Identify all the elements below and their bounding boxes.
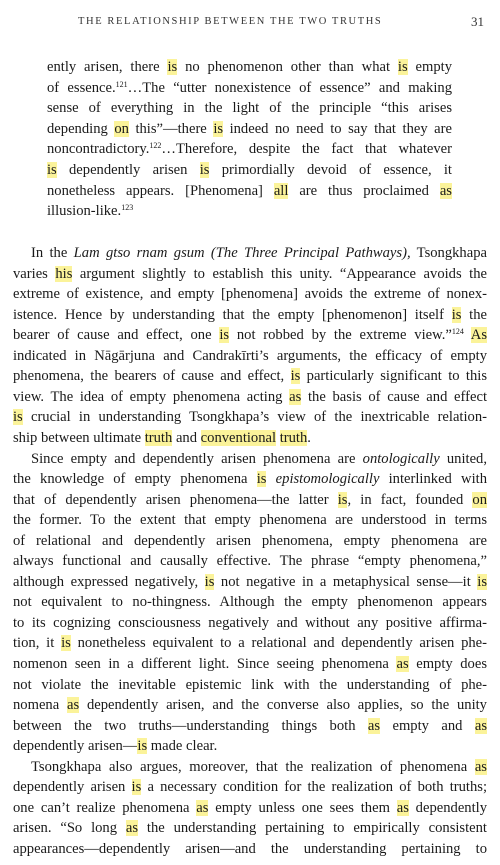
- text-run: a necessary condition for the realization of both truths;: [141, 779, 487, 796]
- highlighted-word: truth: [144, 429, 173, 446]
- text-line: [13, 633, 487, 654]
- text-run: crucial in understanding Tsongkhapa’s view of the inextricable relation-: [22, 409, 487, 426]
- text-run: sense of everything in the light of the principle “this arises: [47, 100, 452, 117]
- text-run: varies: [13, 265, 56, 282]
- text-run: Tsongkhapa: [410, 245, 487, 261]
- highlighted-word: is: [397, 59, 408, 75]
- text-line: [13, 675, 487, 696]
- text-line: [13, 469, 487, 490]
- text-run: dependently: [408, 799, 488, 816]
- text-run: depending: [47, 120, 115, 137]
- text-run: indicated in Nāgārjuna and Candrakīrti’s arguments, the efficacy of empty: [13, 347, 487, 364]
- text-run: of essence.: [47, 79, 116, 96]
- text-line: [13, 305, 487, 326]
- footnote-marker: 122: [149, 141, 162, 151]
- highlighted-word: as: [396, 799, 409, 816]
- footnote-marker: 124: [451, 327, 464, 337]
- text-run: although expressed negatively,: [13, 573, 205, 590]
- highlighted-word: is: [290, 368, 301, 385]
- text-run: this”—there: [128, 120, 214, 137]
- highlighted-word: as: [367, 717, 381, 734]
- highlighted-word: is: [337, 491, 348, 508]
- highlighted-word: his: [55, 265, 73, 282]
- text-line: [13, 757, 487, 778]
- italic-text: ontologically: [362, 450, 440, 467]
- text-line: [47, 119, 452, 140]
- text-run: …Therefore, despite the fact that whatever: [161, 141, 452, 158]
- highlighted-word: is: [451, 306, 462, 323]
- italic-text: Lam gtso rnam gsum (The Three Principal Pathways),: [73, 245, 411, 261]
- text-line: [13, 284, 487, 305]
- text-line: [13, 428, 487, 449]
- text-run: arisen. “So long: [13, 820, 126, 837]
- text-run: indeed no need to say that they are: [223, 120, 452, 137]
- text-line: [13, 716, 487, 737]
- text-run: interlinked with: [379, 471, 487, 488]
- highlighted-word: as: [67, 697, 80, 714]
- highlighted-word: is: [61, 635, 71, 652]
- highlighted-word: as: [474, 758, 487, 775]
- text-run: that of dependently arisen phenomena—the latter: [13, 491, 338, 508]
- text-run: ently arisen, there: [47, 59, 168, 75]
- text-run: appearances—dependently arisen—and the understanding pertaining to: [13, 840, 487, 857]
- text-line: [47, 181, 452, 202]
- highlighted-word: as: [396, 656, 409, 672]
- text-run: In the: [31, 245, 74, 261]
- text-run: illusion-like.: [47, 203, 122, 220]
- text-run: extreme of existence, and empty [phenomena] avoids the extreme of nonex-: [13, 286, 487, 303]
- text-run: dependently arisen, and the converse also applies, so the unity: [79, 697, 487, 714]
- page-number: 31: [471, 14, 484, 29]
- text-run: dependently arisen: [13, 779, 132, 796]
- text-line: [13, 407, 487, 428]
- text-line: [13, 449, 487, 470]
- text-line: [47, 139, 452, 160]
- highlighted-word: is: [199, 162, 210, 178]
- highlighted-word: is: [167, 59, 178, 75]
- text-line: [13, 839, 487, 860]
- text-run: not robbed by the extreme view.”: [229, 327, 452, 344]
- highlighted-word: as: [125, 820, 139, 837]
- text-run: Since empty and dependently arisen phenomena are: [31, 450, 363, 467]
- text-line: [13, 510, 487, 531]
- text-line: [13, 572, 487, 593]
- text-run: the: [461, 306, 487, 323]
- text-run: dependently arisen: [56, 162, 200, 178]
- text-run: nonetheless equivalent to a relational and dependently arisen phe-: [70, 635, 488, 652]
- text-run: view. The idea of empty phenomena acting: [13, 388, 290, 405]
- text-run: tion, it: [13, 635, 62, 652]
- text-line: [13, 592, 487, 613]
- text-run: not violate the inevitable epistemic link with the understanding of phe-: [13, 676, 487, 693]
- text-run: the former. To the extent that empty phenomena are understood in terms: [13, 512, 487, 529]
- text-run: empty does: [408, 656, 488, 672]
- highlighted-word: is: [47, 162, 57, 178]
- text-run: are thus proclaimed: [288, 182, 440, 199]
- text-line: [13, 613, 487, 634]
- text-line: [47, 201, 452, 222]
- text-run: nomenon seen in a different light. Since seeing phenomena: [13, 656, 397, 672]
- text-line: [47, 57, 452, 78]
- italic-text: epistomologically: [275, 471, 380, 488]
- text-run: dependently arisen—: [13, 738, 138, 755]
- text-line: [47, 160, 452, 181]
- text-run: , in fact, founded: [347, 491, 473, 508]
- text-run: istence. Hence by understanding that the empty [phenomenon] itself: [13, 306, 452, 323]
- text-line: [13, 654, 487, 675]
- text-run: primordially devoid of essence, it: [209, 162, 452, 178]
- text-line: [13, 243, 487, 264]
- highlighted-word: on: [472, 491, 487, 508]
- text-run: phenomena, the bearers of cause and effect,: [13, 368, 291, 385]
- text-run: ship between ultimate: [13, 429, 145, 446]
- text-run: nomena: [13, 697, 67, 714]
- text-line: [13, 490, 487, 511]
- text-line: [13, 695, 487, 716]
- text-line: [13, 551, 487, 572]
- footnote-marker: 123: [121, 203, 134, 213]
- highlighted-word: as: [439, 182, 452, 199]
- footnote-marker: 121: [115, 79, 128, 89]
- text-run: not negative in a metaphysical sense—it: [214, 573, 478, 590]
- text-run: nonetheless appears. [Phenomena]: [47, 182, 274, 199]
- highlighted-word: on: [114, 120, 129, 137]
- text-line: [13, 818, 487, 839]
- highlighted-word: is: [219, 327, 230, 344]
- text-run: and: [172, 429, 201, 446]
- highlighted-word: As: [470, 327, 488, 344]
- text-line: [13, 366, 487, 387]
- text-run: Tsongkhapa also argues, moreover, that the realization of phenomena: [31, 758, 475, 775]
- text-run: noncontradictory.: [47, 141, 150, 158]
- highlighted-word: as: [474, 717, 488, 734]
- highlighted-word: is: [131, 779, 142, 796]
- text-run: united,: [439, 450, 488, 467]
- highlighted-word: is: [477, 573, 488, 590]
- text-line: [47, 98, 452, 119]
- text-run: between the two truths—understanding things both: [13, 717, 368, 734]
- text-run: always functional and causally effective. The phrase “empty phenomena,”: [13, 553, 487, 570]
- text-run: not equivalent to no-thingness. Although the empty phenomenon appears: [13, 594, 487, 611]
- text-run: empty: [407, 59, 452, 75]
- text-run: …The “utter nonexistence of essence” and making: [127, 79, 452, 96]
- highlighted-word: is: [213, 120, 224, 137]
- highlighted-word: is: [137, 738, 148, 755]
- highlighted-word: all: [273, 182, 289, 199]
- text-run: no phenomenon other than what: [177, 59, 398, 75]
- highlighted-word: is: [204, 573, 215, 590]
- text-line: [13, 387, 487, 408]
- text-line: [13, 264, 487, 285]
- text-run: particularly significant to this: [300, 368, 487, 385]
- text-line: [13, 531, 487, 552]
- text-run: the understanding pertaining to empirically consistent: [138, 820, 487, 837]
- highlighted-word: is: [256, 471, 267, 488]
- highlighted-word: conventional: [200, 429, 277, 446]
- text-run: empty unless one sees them: [208, 799, 397, 816]
- text-run: of relational and dependently arisen phenomena, empty phenomena are: [13, 532, 487, 549]
- running-head: THE RELATIONSHIP BETWEEN THE TWO TRUTHS: [78, 16, 383, 27]
- text-run: bearer of cause and effect, one: [13, 327, 220, 344]
- text-run: made clear.: [147, 738, 218, 755]
- text-run: to its cognizing consciousness negatively and without any positive affirma-: [13, 614, 487, 631]
- text-run: one can’t realize phenomena: [13, 799, 197, 816]
- text-line: [13, 736, 487, 757]
- text-run: the knowledge of empty phenomena: [13, 471, 257, 488]
- highlighted-word: as: [289, 388, 302, 405]
- text-run: [464, 327, 471, 343]
- highlighted-word: as: [196, 799, 209, 816]
- text-run: [266, 471, 275, 487]
- text-run: empty and: [380, 717, 475, 734]
- text-run: .: [307, 429, 311, 446]
- highlighted-word: is: [13, 409, 23, 426]
- text-run: the basis of cause and effect: [301, 388, 487, 405]
- text-run: argument slightly to establish this unity. “Appearance avoids the: [72, 265, 488, 282]
- text-line: [13, 777, 487, 798]
- text-line: [13, 798, 487, 819]
- text-line: [13, 325, 487, 346]
- highlighted-word: truth: [279, 429, 308, 446]
- text-line: [13, 346, 487, 367]
- text-line: [47, 78, 452, 99]
